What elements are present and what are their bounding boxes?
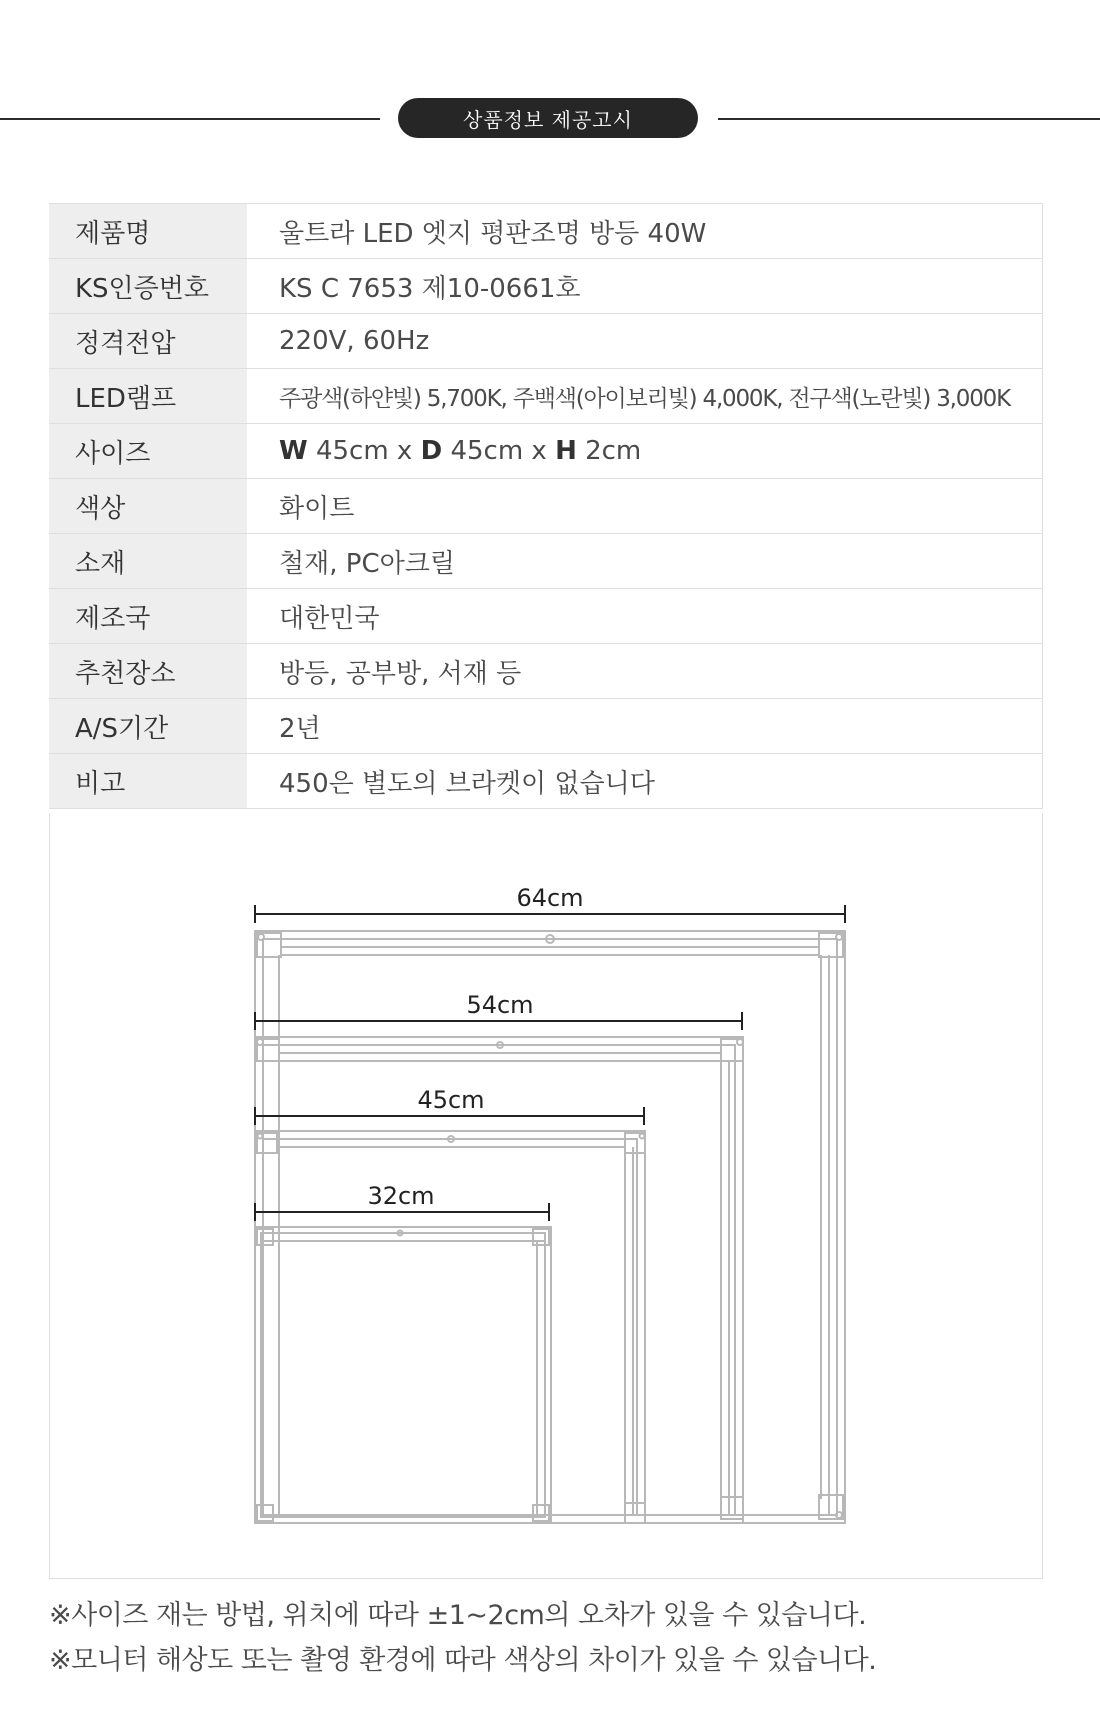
row-value: 220V, 60Hz: [247, 314, 1043, 369]
table-row: [49, 479, 1043, 534]
size-w-key: W: [279, 436, 308, 466]
row-label: 추천장소: [49, 644, 247, 699]
row-value: 주광색(하얀빛) 5,700K, 주백색(아이보리빛) 4,000K, 전구색(노란빛) 3,000K: [247, 369, 1043, 424]
note-color: ※모니터 해상도 또는 촬영 환경에 따라 색상의 차이가 있을 수 있습니다.: [49, 1645, 877, 1676]
size-diagram: [49, 813, 1043, 1579]
size-w-value: 45cm x: [315, 436, 413, 466]
row-value: 울트라 LED 엣지 평판조명 방등 40W: [247, 204, 1043, 259]
row-label: 색상: [49, 479, 247, 534]
row-value: KS C 7653 제10-0661호: [247, 259, 1043, 314]
header-rule-left: [0, 118, 380, 120]
size-label-64cm: 64cm: [516, 884, 584, 912]
row-value: 대한민국: [247, 589, 1043, 644]
size-h-key: H: [555, 436, 577, 466]
row-label: LED램프: [49, 369, 247, 424]
table-row: [49, 314, 1043, 369]
section-title: 상품정보 제공고시: [398, 98, 698, 138]
size-diagram-drawing: [50, 813, 1044, 1579]
row-value: 화이트: [247, 479, 1043, 534]
table-row: [49, 424, 1043, 479]
row-value: 450은 별도의 브라켓이 없습니다: [247, 754, 1043, 809]
row-value: 철재, PC아크릴: [247, 534, 1043, 589]
size-d-key: D: [420, 436, 443, 466]
table-row: [49, 699, 1043, 754]
frame-32cm: [255, 1227, 551, 1523]
row-value: 방등, 공부방, 서재 등: [247, 644, 1043, 699]
row-label: KS인증번호: [49, 259, 247, 314]
frame-45cm: [255, 1131, 645, 1523]
size-label-54cm: 54cm: [466, 991, 534, 1019]
table-row: [49, 589, 1043, 644]
table-row: [49, 259, 1043, 314]
section-header: [0, 98, 1100, 140]
size-h-value: 2cm: [585, 436, 642, 466]
frame-54cm: [255, 1037, 743, 1523]
table-row: [49, 754, 1043, 809]
row-label: 정격전압: [49, 314, 247, 369]
row-label: 사이즈: [49, 424, 247, 479]
row-label: A/S기간: [49, 699, 247, 754]
table-row: [49, 534, 1043, 589]
row-label: 비고: [49, 754, 247, 809]
table-row: [49, 204, 1043, 259]
size-label-45cm: 45cm: [417, 1086, 485, 1114]
header-rule-right: [718, 118, 1100, 120]
table-row: [49, 644, 1043, 699]
row-value-size: [247, 424, 1043, 479]
size-d-value: 45cm x: [450, 436, 547, 466]
spec-table: [49, 203, 1043, 809]
row-label: 제품명: [49, 204, 247, 259]
row-label: 제조국: [49, 589, 247, 644]
size-label-32cm: 32cm: [367, 1182, 435, 1210]
row-label: 소재: [49, 534, 247, 589]
table-row: [49, 369, 1043, 424]
row-value: 2년: [247, 699, 1043, 754]
note-measurement: ※사이즈 재는 방법, 위치에 따라 ±1~2cm의 오차가 있을 수 있습니다.: [49, 1600, 867, 1631]
